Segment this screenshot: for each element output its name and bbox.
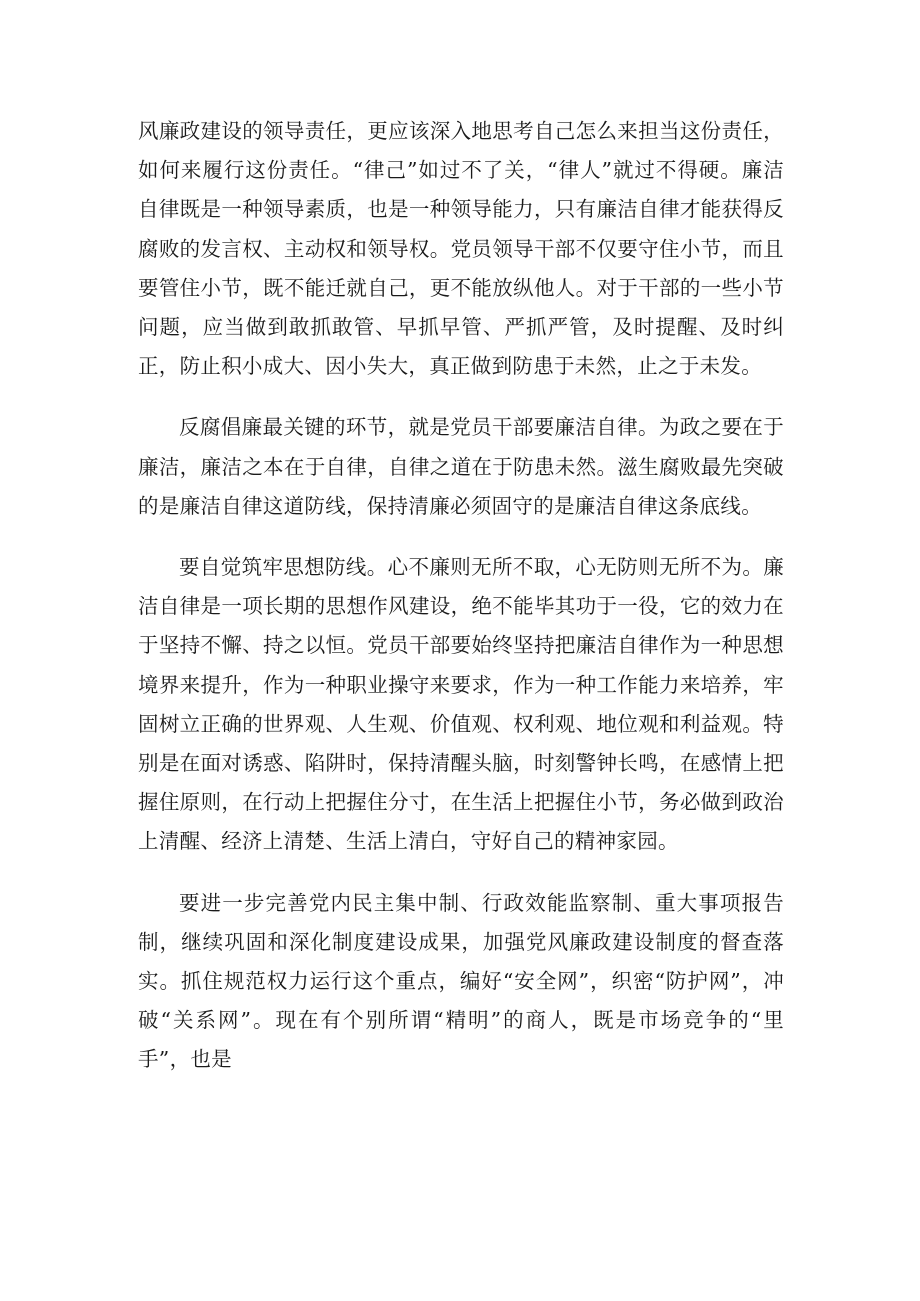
paragraph-4: 要进一步完善党内民主集中制、行政效能监察制、重大事项报告制，继续巩固和深化制度建设成果，加强党风廉政建设制度的督查落实。抓住规范权力运行这个重点，编好“安全网”，织密“防护网”，冲破“关系网”。现在有个别所谓“精明”的商人，既是市场竞争的“里手”，也是 [138, 890, 784, 1072]
paragraph-3: 要自觉筑牢思想防线。心不廉则无所不取，心无防则无所不为。廉洁自律是一项长期的思想作风建设，绝不能毕其功于一役，它的效力在于坚持不懈、持之以恒。党员干部要始终坚持把廉洁自律作为一种思想境界来提升，作为一种职业操守来要求，作为一种工作能力来培养，牢固树立正确的世界观、人生观、价值观、权利观、地位观和利益观。特别是在面对诱惑、陷阱时，保持清醒头脑，时刻警钟长鸣，在感情上把握住原则，在行动上把握住分寸，在生活上把握住小节，务必做到政治上清醒、经济上清楚、生活上清白，守好自己的精神家园。 [138, 555, 784, 854]
document-body [138, 112, 784, 1080]
paragraph-2: 反腐倡廉最关键的环节，就是党员干部要廉洁自律。为政之要在于廉洁，廉洁之本在于自律，自律之道在于防患未然。滋生腐败最先突破的是廉洁自律这道防线，保持清廉必须固守的是廉洁自律这条底线。 [138, 415, 784, 518]
paragraph-1: 风廉政建设的领导责任，更应该深入地思考自己怎么来担当这份责任，如何来履行这份责任。“律己”如过不了关，“律人”就过不得硬。廉洁自律既是一种领导素质，也是一种领导能力，只有廉洁自律才能获得反腐败的发言权、主动权和领导权。党员领导干部不仅要守住小节，而且要管住小节，既不能迁就自己，更不能放纵他人。对于干部的一些小节问题，应当做到敢抓敢管、早抓早管、严抓严管，及时提醒、及时纠正，防止积小成大、因小失大，真正做到防患于未然，止之于未发。 [138, 119, 784, 379]
